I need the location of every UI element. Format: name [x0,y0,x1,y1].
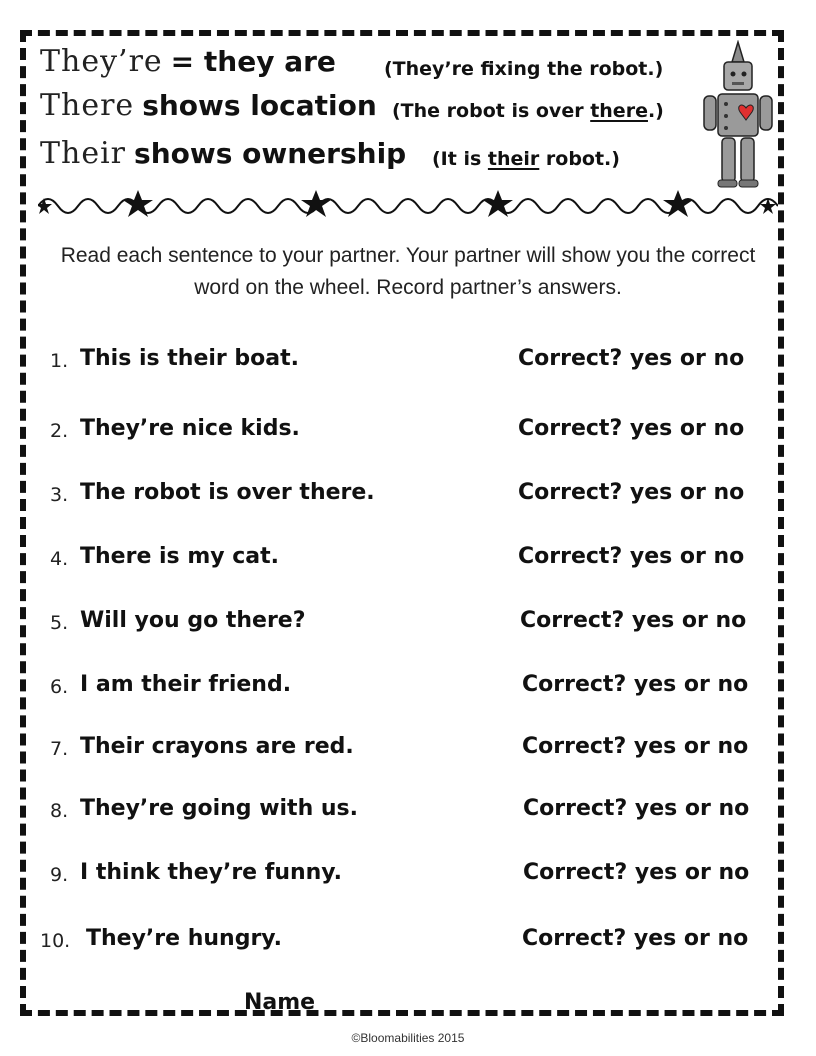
decorative-divider [38,184,778,224]
list-item [0,856,816,896]
item-sentence: I think they’re funny. [80,860,342,885]
item-sentence: They’re going with us. [80,796,359,821]
item-sentence: The robot is over there. [80,480,375,505]
answer-prompt: Correct? yes or no [522,672,749,697]
item-number: 9. [50,864,69,886]
answer-prompt: Correct? yes or no [518,480,745,505]
answer-prompt: Correct? yes or no [522,734,749,759]
rule-example-their: (It is their robot.) [432,148,620,170]
list-item [0,412,816,452]
answer-prompt: Correct? yes or no [523,860,750,885]
item-number: 4. [50,548,69,570]
list-item [0,476,816,516]
item-sentence: They’re hungry. [86,926,282,951]
rule-definition: = they are [170,45,336,78]
item-sentence: There is my cat. [80,544,279,569]
instructions: Read each sentence to your partner. Your partner will show you the correct word on the wheel. Record partner’s answers. [60,244,756,299]
answer-prompt: Correct? yes or no [518,544,745,569]
list-item [0,922,816,962]
answer-prompt: Correct? yes or no [518,346,745,371]
list-item [0,668,816,708]
item-number: 2. [50,420,69,442]
rule-example-theyre: (They’re fixing the robot.) [384,58,664,80]
item-sentence: They’re nice kids. [80,416,300,441]
rule-word: Their [40,136,127,171]
item-number: 10. [40,930,71,952]
answer-prompt: Correct? yes or no [523,796,750,821]
answer-prompt: Correct? yes or no [518,416,745,441]
rule-word: There [40,88,135,123]
name-label: Name [244,990,316,1015]
item-number: 8. [50,800,69,822]
list-item [0,342,816,382]
item-number: 7. [50,738,69,760]
item-sentence: Will you go there? [80,608,306,633]
rule-definition: shows ownership [134,137,407,170]
item-sentence: This is their boat. [80,346,299,371]
item-number: 3. [50,484,69,506]
answer-prompt: Correct? yes or no [520,608,747,633]
answer-prompt: Correct? yes or no [522,926,749,951]
item-sentence: Their crayons are red. [80,734,354,759]
rule-definition: shows location [142,89,377,122]
item-number: 1. [50,350,69,372]
rule-example-there: (The robot is over there.) [392,100,664,122]
item-number: 6. [50,676,69,698]
item-sentence: I am their friend. [80,672,292,697]
list-item [0,792,816,832]
tin-man-robot-icon [698,40,782,190]
list-item [0,730,816,770]
item-number: 5. [50,612,69,634]
copyright: ©Bloomabilities 2015 [351,1031,465,1045]
list-item [0,604,816,644]
list-item [0,540,816,580]
rule-word: They’re [40,44,163,79]
